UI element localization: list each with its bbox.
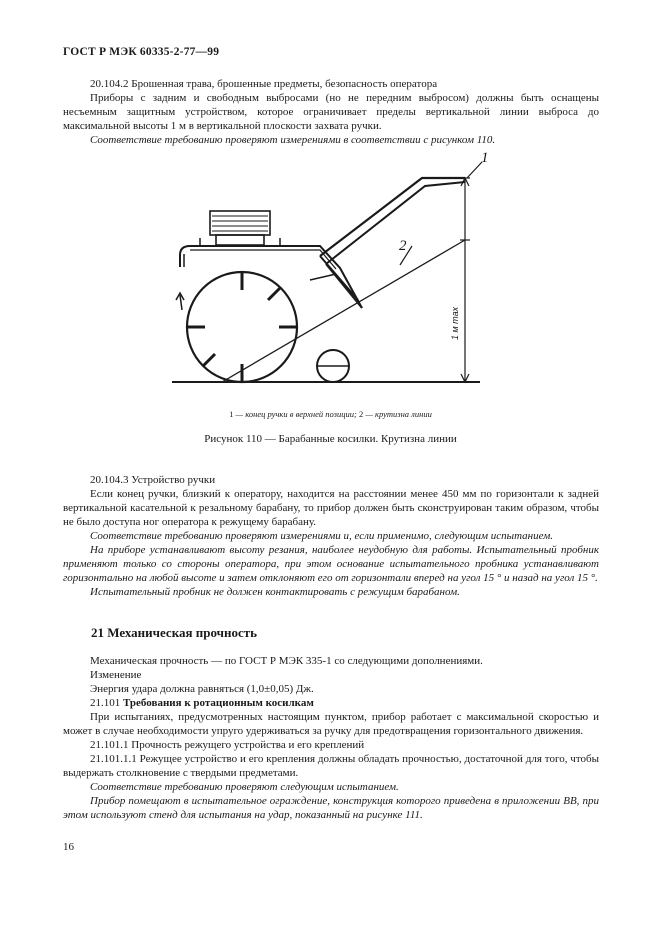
subsection-title: Требования к ротационным косилкам	[123, 697, 314, 709]
section-20-104-2	[63, 77, 599, 147]
change-label: Изменение	[90, 669, 142, 681]
subsection-heading: 21.101.1 Прочность режущего устройства и его креплений	[90, 739, 365, 751]
legend-text-1: — конец ручки в верхней позиции;	[233, 409, 359, 419]
compliance-note: Соответствие требованию проверяют следующим испытанием.	[90, 781, 399, 793]
compliance-note: Соответствие требованию проверяют измерениями в соответствии с рисунком 110.	[90, 134, 496, 146]
section-21-title: 21 Механическая прочность	[91, 625, 258, 640]
paragraph: Механическая прочность — по ГОСТ Р МЭК 335-1 со следующими дополнениями.	[90, 655, 483, 667]
paragraph: При испытаниях, предусмотренных настоящим пунктом, прибор работает с максимальной скоростью и может в случае необходимости упруго удерживаться за ручку для предотвращения горизонтального движения.	[63, 711, 599, 737]
legend-number-1: 1	[229, 409, 234, 419]
paragraph: 21.101.1.1 Режущее устройство и его крепления должны обладать прочностью, достаточной для того, чтобы выдержать столкновение с твердыми предметами.	[63, 753, 599, 779]
paragraph: Энергия удара должна равняться (1,0±0,05) Дж.	[90, 683, 314, 695]
page-number: 16	[63, 841, 74, 853]
figure-legend	[0, 409, 661, 419]
handle-frame	[310, 178, 465, 308]
section-20-104-3	[63, 473, 599, 599]
rear-wheel	[317, 350, 349, 382]
paragraph: Если конец ручки, близкий к оператору, находится на расстоянии менее 450 мм по горизонтали к задней вертикальной касательной к резальному барабану, то прибор должен быть сконструирован таким образом, чтобы не было доступа ног оператора к режущему барабану.	[63, 488, 599, 528]
figure-110-drum-mower	[160, 150, 500, 390]
callout-1-leader	[467, 162, 482, 178]
test-description: Прибор помещают в испытательное ограждение, конструкция которого приведена в приложении ВВ, при этом используют стенд для испытания на удар, показанный на рисунке 111.	[63, 795, 599, 821]
figure-caption: Рисунок 110 — Барабанные косилки. Крутизна линии	[204, 433, 457, 445]
section-heading: 20.104.2 Брошенная трава, брошенные предметы, безопасность оператора	[90, 78, 438, 90]
section-heading: 20.104.3 Устройство ручки	[90, 474, 216, 486]
legend-number-2: 2	[358, 409, 364, 419]
slope-line	[222, 240, 465, 382]
callout-1-label: 1	[481, 150, 489, 166]
paragraph: Приборы с задним и свободным выбросами (но не передним выбросом) должны быть оснащены несъемным защитным устройством, которое ограничивает пределы вертикальной линии выброса до максимальной высоты 1 м в вертикальной плоскости захвата ручки.	[63, 92, 599, 132]
document-header: ГОСТ Р МЭК 60335-2-77—99	[63, 46, 220, 58]
dimension-1m-max	[460, 178, 470, 382]
engine-block	[210, 211, 270, 245]
cutting-drum	[176, 272, 297, 382]
legend-text-2: — крутизна линии	[363, 409, 432, 419]
subsection-number: 21.101	[90, 697, 123, 709]
callout-2-label: 2	[399, 238, 407, 254]
test-description: На приборе устанавливают высоту резания, наиболее неудобную для работы. Испытательный пробник применяют только со стороны оператора, при этом основание испытательного пробника устанавливают горизонтально на любой высоте и затем отклоняют его от горизонтали вперед на угол 15 ° и назад на угол 15 °.	[63, 544, 599, 584]
section-21-body	[63, 654, 599, 822]
subsection-heading	[63, 696, 599, 710]
test-requirement: Испытательный пробник не должен контактировать с режущим барабаном.	[90, 586, 460, 598]
dimension-label: 1 м max	[450, 306, 460, 340]
compliance-note: Соответствие требованию проверяют измерениями и, если применимо, следующим испытанием.	[90, 530, 553, 542]
